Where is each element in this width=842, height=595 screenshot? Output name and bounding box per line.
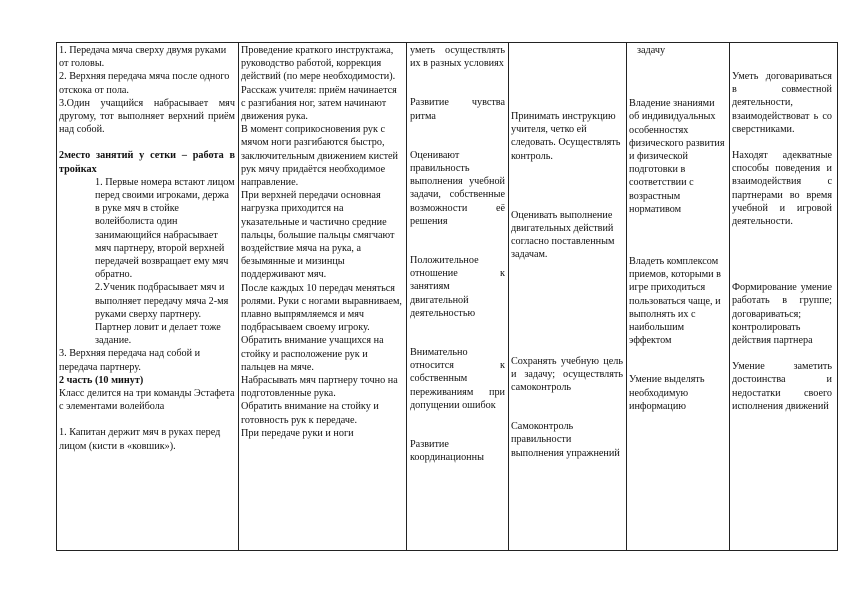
exercise-text: 1. Первые номера встают лицом перед своими игроками, держа в руке мяч в стойке волейболиста один занимающийся набрасывает мяч партнеру, второй верхней передачей возвращает ему мяч обратно. 2.Ученик подбрасывает мяч и выполняет передачу мяча 2-мя руками сверху партнеру. Партнер ловит и делает тоже задание. [95,176,235,347]
cognitive-results-column [629,44,725,548]
result-text: Самоконтроль правильности выполнения упражнений [511,421,620,459]
table-bottom-border [56,550,838,551]
result-text: Владеть комплексом приемов, которыми в игре приходиться пользоваться чаще, и выполнять их с наибольшим эффектом [629,256,721,347]
table-top-border [56,42,838,43]
result-text: Формирование умение работать в группе; договариваться; контролировать действия партнера [732,282,832,347]
column-divider [626,42,627,550]
result-text: Находят адекватные способы поведения и взаимодействия с партнерами во время учебной и игровой деятельности. [732,150,832,228]
result-text: Уметь договариваться в совместной деятельности, взаимодействоват ь со сверстниками. [732,71,832,135]
column-divider [729,42,730,550]
exercise-text: 3.Один учащийся набрасывает мяч другому, тот выполняет верхний приём над собой. [59,97,235,136]
result-text: Внимательно относится к собственным переживаниям при допущении ошибок [410,347,505,411]
teacher-activity-column [241,44,403,548]
communicative-results-column [732,44,832,548]
result-text: Развитие координационны [410,439,484,464]
result-text: Владение знаниями об индивидуальных особенностях физического развития и физической подготовки в соответствии с возрастным нормативом [629,98,725,215]
exercise-text: Класс делится на три команды Эстафета с элементами волейбола [59,388,235,413]
result-text: Оценивать выполнение двигательных действий согласно поставленным задачам. [511,209,615,261]
result-text: задачу [637,45,666,56]
column-divider [238,42,239,550]
teacher-activity-text: Проведение краткого инструктажа, руководство работой, коррекция действий (по мере необходимости). Расскаж учителя: приём начинается с разгибания ног, затем начинают движения рука. В момент соприкосновения рук с мячом ноги разгибаются быстро, заключительным движением кистей рук мячу придаётся необходимое направление. При верхней передачи основная нагрузка приходится на указательные и частично средние пальцы, большие пальцы смягчают воздействие мяча на рука, а безымянные и мизинцы поддерживают мяч. После каждых 10 передач меняться ролями. Руки с ногами выравниваем, плавно выпрямляемся и мяч подбрасываем своему игроку. Обратить внимание учащихся на стойку и расположение рук и пальцев на мяче. Набрасывать мяч партнеру точно на подготовленные рука. Обратить внимание на стойку и готовность рук к передаче. При передаче руки и ноги [241,45,402,439]
exercise-text: 1. Капитан держит мяч в руках перед лицом (кисти в «ковшик»). [59,427,221,452]
regulatory-results-column [511,44,623,548]
result-text: Оценивают правильность выполнения учебной задачи, собственные возможности её решения [410,149,505,227]
result-text: Умение выделять необходимую информацию [629,374,705,412]
exercise-content-column [59,44,235,548]
column-divider [508,42,509,550]
table-left-border [56,42,57,550]
section-heading: 2 часть (10 минут) [59,374,144,386]
exercise-heading: 2место занятий у сетки – работа в тройках [59,150,235,175]
personal-results-column [410,44,505,548]
exercise-text: 3. Верхняя передача над собой и передача партнеру. [59,348,201,373]
result-text: Умение заметить достоинства и недостатки своего исполнения движений [732,361,832,412]
exercise-text: 1. Передача мяча сверху двумя руками от головы. 2. Верхняя передача мяча после одного отскока от пола. [59,45,230,96]
result-text: Сохранять учебную цель и задачу; осуществлять самоконтроль [511,355,623,394]
result-text: уметь осуществлять их в разных условиях [410,45,505,70]
table-right-border [837,42,838,550]
column-divider [406,42,407,550]
result-text: Положительное отношение к занятиям двигательной деятельностью [410,255,505,319]
result-text: Принимать инструкцию учителя, четко ей следовать. Осуществлять контроль. [511,111,621,162]
result-text: Развитие чувства ритма [410,97,505,122]
